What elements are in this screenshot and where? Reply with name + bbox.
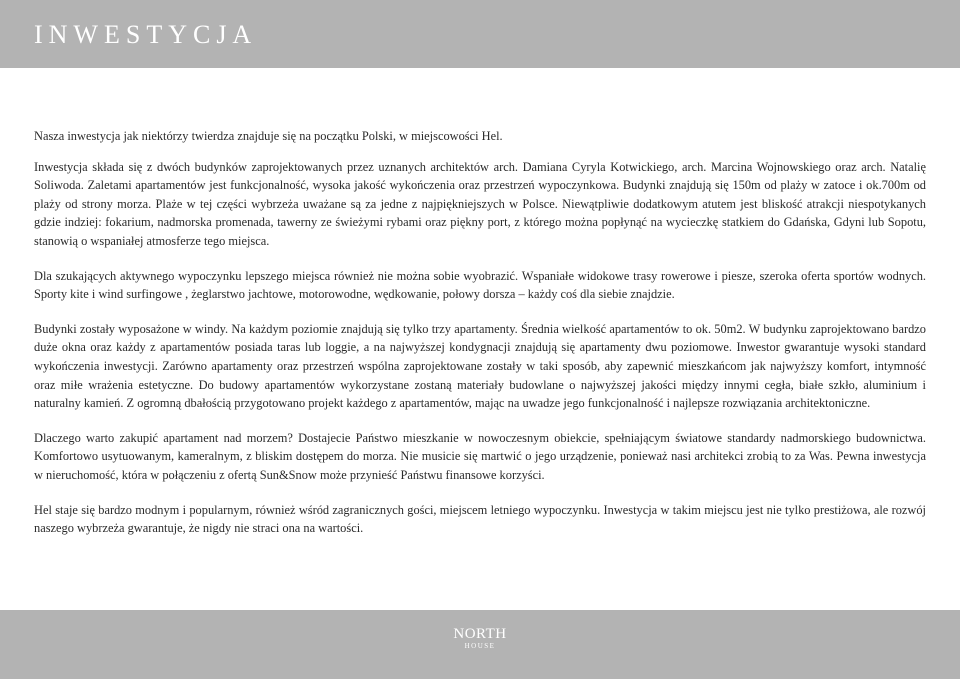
architects-paragraph: Inwestycja składa się z dwóch budynków zaprojektowanych przez uznanych architektów arch. Damiana Cyryla Kotwickiego, arch. Marcina Wojnowskiego oraz arch. Natalię Soliwoda. Zaletami apartamentów jest funkcjonalność, wysoka jakość wykończenia oraz przestrzeń wypoczynkowa. Budynki znajdują się 150m od plaży w zatoce i ok.700m od plaży od strony morza. Plaże w tej części wybrzeża uważane są za jedne z najpiękniejszych w Polsce. Niewątpliwie dodatkowym atutem jest bliskość atrakcji niespotykanych gdzie indziej: fokarium, nadmorska promenada, tawerny ze świeżymi rybami oraz piękny port, z którego można popłynąć na wycieczkę statkiem do Gdańska, Gdyni lub Sopotu, stanowią o wspaniałej atmosferze tego miejsca. — [34, 159, 926, 248]
main-content — [34, 127, 926, 554]
logo-sub-text: HOUSE — [464, 642, 496, 650]
logo-main-text: NORTH — [453, 626, 507, 642]
north-house-logo — [440, 626, 520, 651]
building-paragraph: Budynki zostały wyposażone w windy. Na każdym poziomie znajdują się tylko trzy apartamenty. Średnia wielkość apartamentów to ok. 50m2. W budynku zaprojektowano bardzo duże okna oraz każdy z apartamentów posiada taras lub loggie, a na najwyższej kondygnacji znajdują się apartamenty dwu poziomowe. Inwestor gwarantuje wysoki standard wykończenia inwestycji. Zarówno apartamenty oraz przestrzeń wspólna zaprojektowane zostały w taki sposób, aby zapewnić mieszkańcom jak najwyższy komfort, intymność oraz miłe wrażenia estetyczne. Do budowy apartamentów wykorzystane zostaną materiały budowlane o najwyższej jakości między innymi cegła, białe szkło, aluminium i naturalny kamień. Z ogromną dbałością przygotowano projekt każdego z apartamentów, mając na uwadze jego funkcjonalność i najlepsze rozwiązania architektoniczne. — [34, 321, 926, 411]
page-title: INWESTYCJA — [34, 20, 258, 49]
footer-bar — [0, 610, 960, 679]
closing-paragraph: Hel staje się bardzo modnym i popularnym, również wśród zagranicznych gości, miejscem letniego wypoczynku. Inwestycja w takim miejscu jest nie tylko prestiżowa, ale rozwój naszego wybrzeża gwarantuje, że nigdy nie straci ona na wartości. — [34, 502, 926, 536]
intro-paragraph: Nasza inwestycja jak niektórzy twierdza znajduje się na początku Polski, w miejscowości Hel. — [34, 129, 503, 143]
why-buy-paragraph: Dlaczego warto zakupić apartament nad morzem? Dostajecie Państwo mieszkanie w nowoczesnym obiekcie, spełniającym światowe standardy nadmorskiego budownictwa. Komfortowo usytuowanym, kameralnym, z bliskim dostępem do morza. Nie musicie się martwić o jego urządzenie, ponieważ nasi architekci zrobią to za Was. Pewna inwestycja w nieruchomość, która w połączeniu z ofertą Sun&Snow może przynieść Państwu finansowe korzyści. — [34, 430, 926, 482]
leisure-paragraph: Dla szukających aktywnego wypoczynku lepszego miejsca również nie można sobie wyobrazić. Wspaniałe widokowe trasy rowerowe i piesze, szeroka oferta sportów wodnych. Sporty kite i wind surfingowe , żeglarstwo jachtowe, motorowodne, wędkowanie, połowy dorsza – każdy coś dla siebie znajdzie. — [34, 268, 926, 302]
header-bar — [0, 0, 960, 68]
